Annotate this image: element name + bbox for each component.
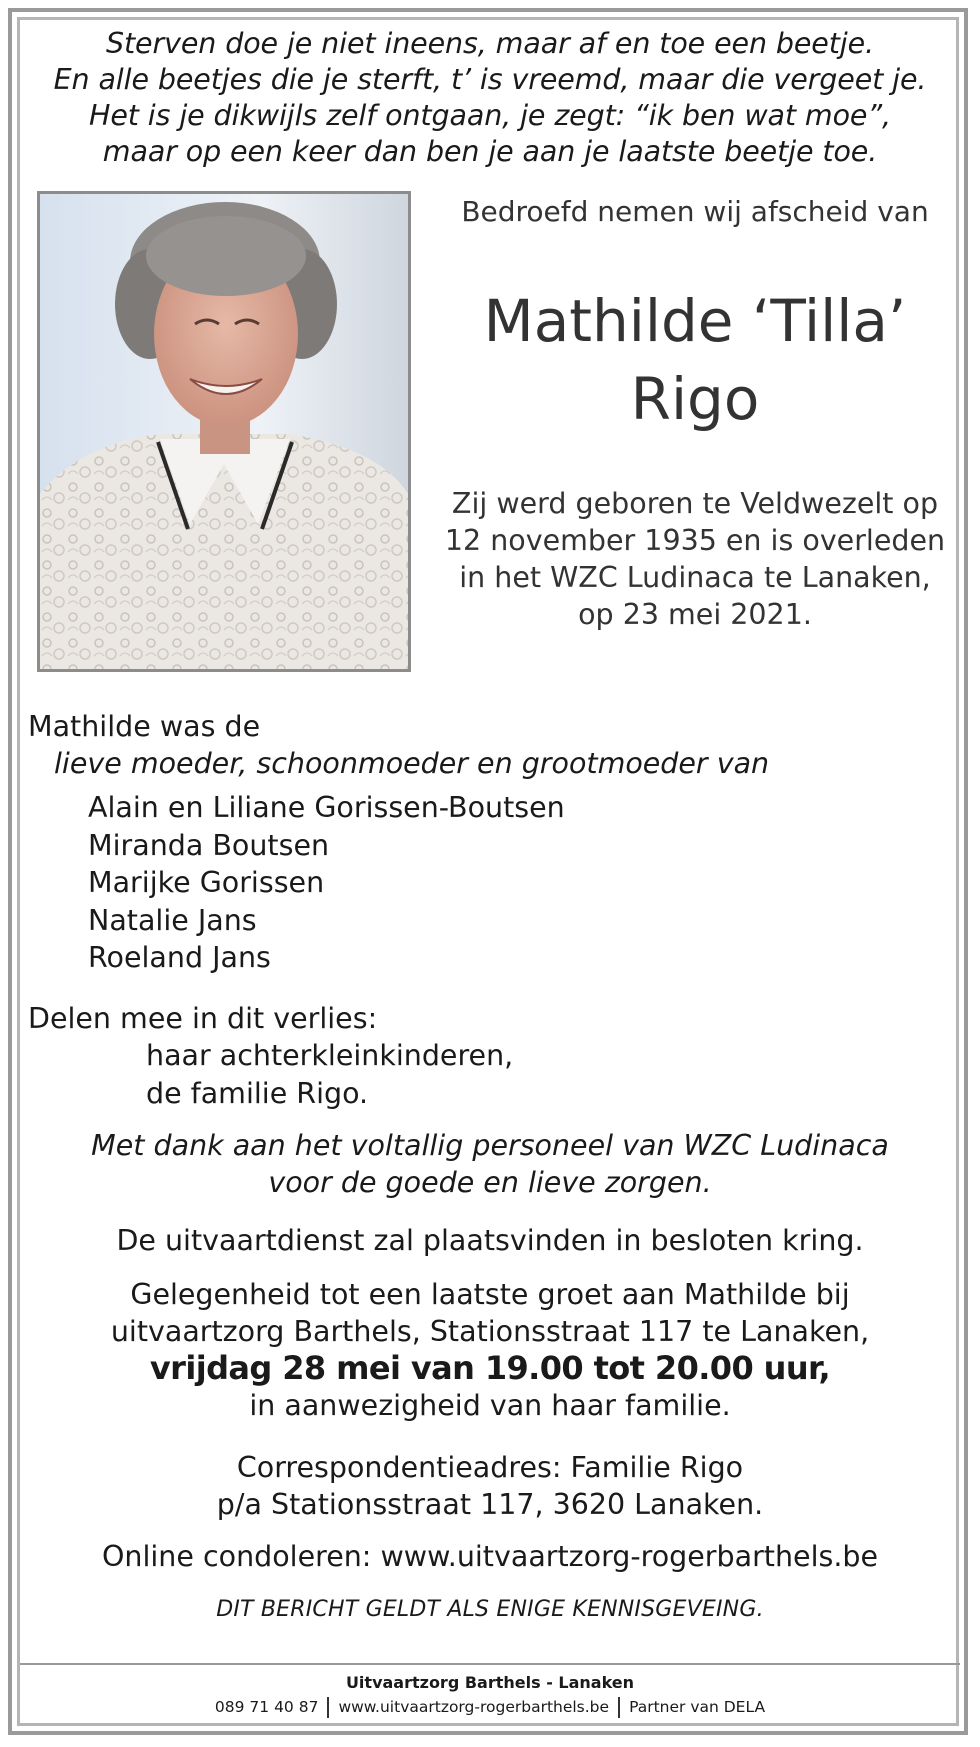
- family-members: [88, 789, 565, 977]
- poem-line: En alle beetjes die je sterft, t’ is vreemd, maar die vergeet je.: [53, 63, 927, 96]
- family-relation: lieve moeder, schoonmoeder en grootmoeder van: [54, 747, 770, 780]
- visitation-line: uitvaartzorg Barthels, Stationsstraat 117 te Lanaken,: [110, 1315, 870, 1348]
- birth-line: op 23 mei 2021.: [578, 598, 812, 631]
- poem-line: Sterven doe je niet ineens, maar af en toe een beetje.: [105, 27, 875, 60]
- footer-website: www.uitvaartzorg-rogerbarthels.be: [338, 1698, 610, 1716]
- footer-divider: [20, 1663, 960, 1665]
- visitation-date: vrijdag 28 mei van 19.00 tot 20.00 uur,: [149, 1349, 831, 1387]
- family-member: Natalie Jans: [88, 903, 257, 937]
- share-members: [146, 1037, 513, 1112]
- visitation-line: in aanwezigheid van haar familie.: [249, 1389, 731, 1422]
- deceased-name: [430, 282, 960, 438]
- online-condolences: Online condoleren: www.uitvaartzorg-rogerbarthels.be: [101, 1540, 879, 1573]
- thanks-line: Met dank aan het voltallig personeel van WZC Ludinaca: [91, 1129, 889, 1162]
- birth-line: in het WZC Ludinaca te Lanaken,: [459, 561, 931, 594]
- name-line-1: Mathilde ‘Tilla’: [483, 287, 907, 355]
- poem: [40, 26, 940, 170]
- birth-line: 12 november 1935 en is overleden: [444, 524, 946, 557]
- footer-separator: [327, 1697, 329, 1718]
- share-member: haar achterkleinkinderen,: [146, 1039, 514, 1072]
- footer-info: [40, 1697, 940, 1718]
- name-line-2: Rigo: [630, 365, 760, 433]
- visitation-info: [40, 1276, 940, 1424]
- share-intro: Delen mee in dit verlies:: [28, 1002, 378, 1035]
- family-member: Alain en Liliane Gorissen-Boutsen: [88, 791, 565, 824]
- portrait-illustration: [40, 194, 408, 669]
- correspondence-line: Correspondentieadres: Familie Rigo: [236, 1451, 744, 1484]
- birth-death-details: [430, 485, 960, 633]
- service-info: De uitvaartdienst zal plaatsvinden in besloten kring.: [116, 1224, 864, 1257]
- notice-text: DIT BERICHT GELDT ALS ENIGE KENNISGEVEING.: [216, 1597, 764, 1622]
- thanks-line: voor de goede en lieve zorgen.: [268, 1166, 712, 1199]
- portrait-photo: [37, 191, 411, 672]
- correspondence-line: p/a Stationsstraat 117, 3620 Lanaken.: [216, 1488, 764, 1521]
- footer-phone: 089 71 40 87: [214, 1698, 319, 1716]
- thanks-message: [40, 1127, 940, 1201]
- poem-line: maar op een keer dan ben je aan je laatste beetje toe.: [102, 135, 878, 168]
- visitation-line: Gelegenheid tot een laatste groet aan Mathilde bij: [130, 1278, 850, 1311]
- family-member: Miranda Boutsen: [88, 828, 330, 862]
- announcement-intro: Bedroefd nemen wij afscheid van: [461, 195, 929, 228]
- share-member: de familie Rigo.: [146, 1076, 369, 1110]
- footer-partner: Partner van DELA: [629, 1698, 766, 1716]
- family-member: Roeland Jans: [88, 941, 271, 974]
- correspondence-address: [40, 1449, 940, 1523]
- family-member: Marijke Gorissen: [88, 866, 325, 899]
- family-intro: Mathilde was de: [28, 710, 261, 743]
- footer-separator: [618, 1697, 620, 1718]
- poem-line: Het is je dikwijls zelf ontgaan, je zegt: “ik ben wat moe”,: [89, 99, 891, 132]
- footer-title: Uitvaartzorg Barthels - Lanaken: [345, 1673, 635, 1692]
- birth-line: Zij werd geboren te Veldwezelt op: [451, 487, 939, 520]
